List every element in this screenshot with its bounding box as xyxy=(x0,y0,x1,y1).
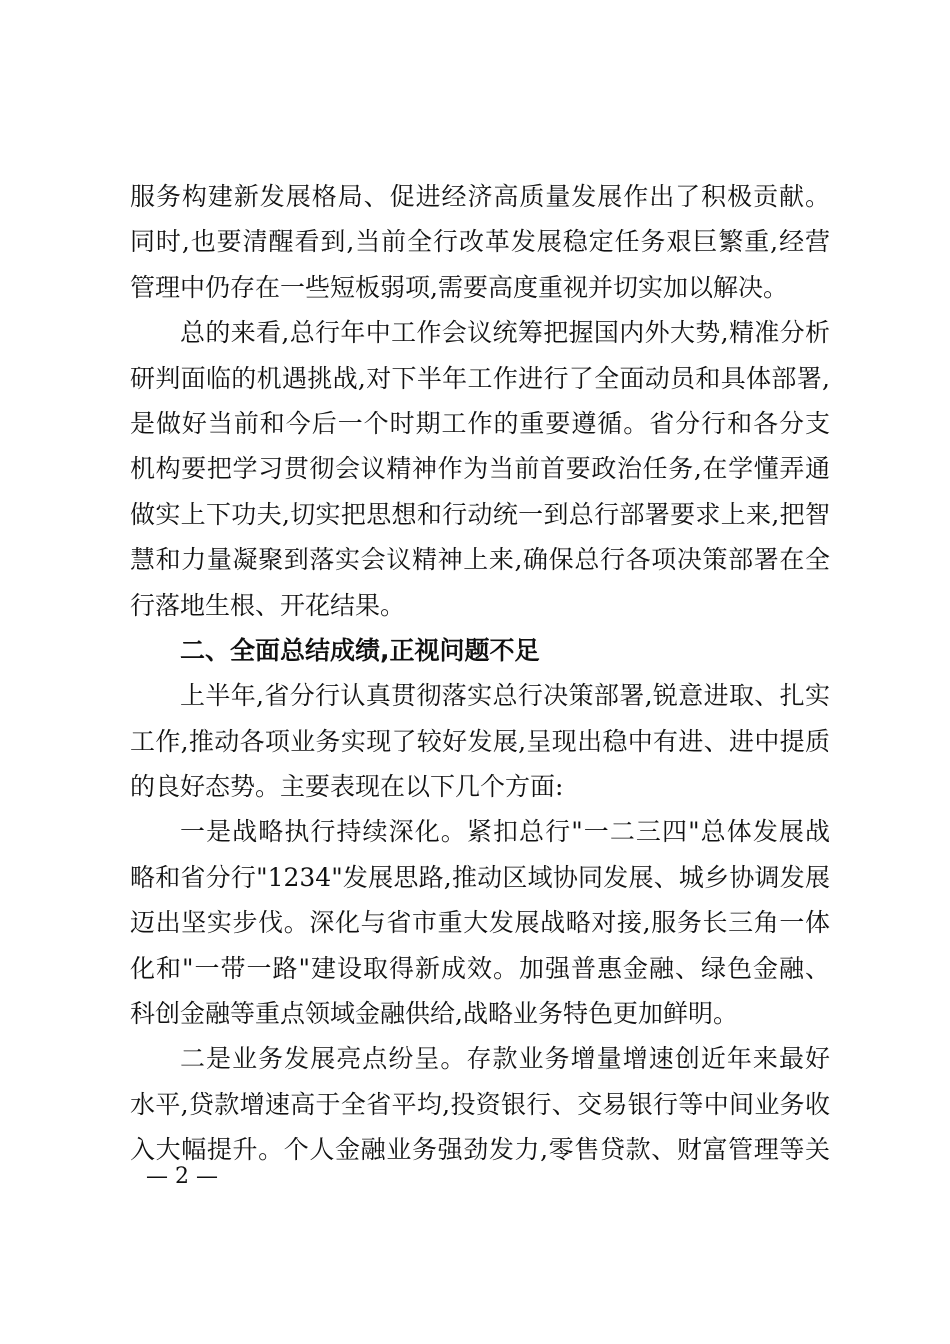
text-line: 迈出坚实步伐。深化与省市重大发展战略对接,服务长三角一体 xyxy=(130,908,830,938)
page-number: — 2 — xyxy=(146,1164,218,1189)
text-line: 总的来看,总行年中工作会议统筹把握国内外大势,精准分析 xyxy=(180,318,830,348)
text-line: 科创金融等重点领域金融供给,战略业务特色更加鲜明。 xyxy=(130,999,738,1029)
text-line: 二是业务发展亮点纷呈。存款业务增量增速创近年来最好 xyxy=(180,1044,830,1074)
text-line: 化和"一带一路"建设取得新成效。加强普惠金融、绿色金融、 xyxy=(130,953,830,983)
body-text xyxy=(130,174,830,1173)
text-line: 服务构建新发展格局、促进经济高质量发展作出了积极贡献。 xyxy=(130,182,830,211)
text-line: 上半年,省分行认真贯彻落实总行决策部署,锐意进取、扎实 xyxy=(180,681,830,711)
text-line: 工作,推动各项业务实现了较好发展,呈现出稳中有进、进中提质 xyxy=(130,726,830,756)
section-heading: 二、全面总结成绩,正视问题不足 xyxy=(180,635,540,665)
text-line: 略和省分行"1234"发展思路,推动区域协同发展、城乡协调发展 xyxy=(130,862,830,892)
text-line: 机构要把学习贯彻会议精神作为当前首要政治任务,在学懂弄通 xyxy=(130,454,830,484)
text-line: 做实上下功夫,切实把思想和行动统一到总行部署要求上来,把智 xyxy=(130,499,830,529)
text-line: 水平,贷款增速高于全省平均,投资银行、交易银行等中间业务收 xyxy=(130,1089,830,1119)
text-line: 的良好态势。主要表现在以下几个方面: xyxy=(130,772,564,802)
text-line: 行落地生根、开花结果。 xyxy=(130,590,406,620)
text-line: 管理中仍存在一些短板弱项,需要高度重视并切实加以解决。 xyxy=(130,272,788,302)
text-line: 同时,也要清醒看到,当前全行改革发展稳定任务艰巨繁重,经营 xyxy=(130,227,830,257)
text-line: 慧和力量凝聚到落实会议精神上来,确保总行各项决策部署在全 xyxy=(130,545,830,575)
text-line: 入大幅提升。个人金融业务强劲发力,零售贷款、财富管理等关 xyxy=(130,1135,830,1165)
text-line: 一是战略执行持续深化。紧扣总行"一二三四"总体发展战 xyxy=(180,817,830,847)
text-line: 研判面临的机遇挑战,对下半年工作进行了全面动员和具体部署, xyxy=(130,363,830,393)
text-line: 是做好当前和今后一个时期工作的重要遵循。省分行和各分支 xyxy=(130,408,830,438)
